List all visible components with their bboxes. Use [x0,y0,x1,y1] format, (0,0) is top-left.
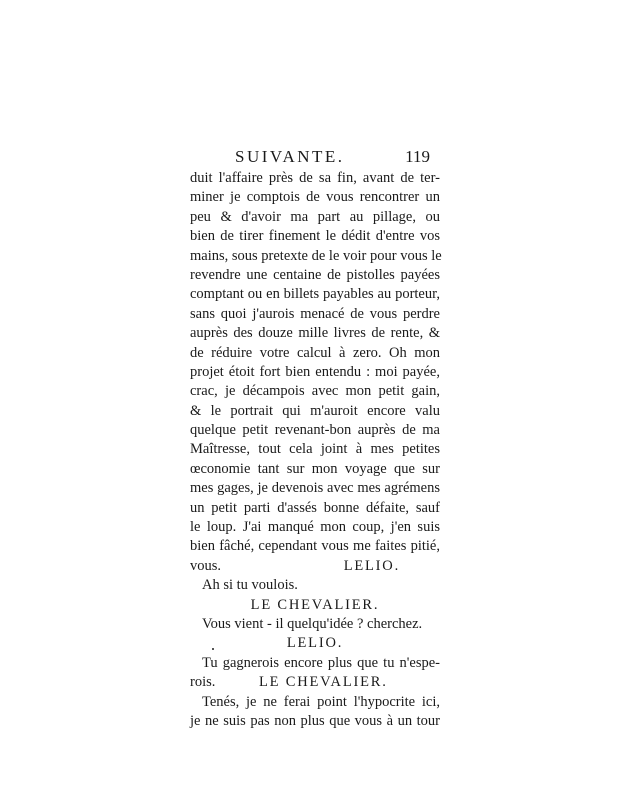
text-line: mes gages, je devenois avec mes agrémens [190,480,440,497]
dialogue-line: Tenés, je ne ferai point l'hypocrite ici, [202,693,440,710]
page-header [190,147,440,169]
text-line: duit l'affaire près de sa fin, avant de ter- [190,170,440,186]
text-line: peu & d'avoir ma part au pillage, ou [190,208,440,225]
dialogue-line: je ne suis pas non plus que vous à un tour [190,712,440,729]
speaker-name: LELIO. [286,635,344,652]
text-line: comptant ou en billets payables au porteur, [190,286,440,303]
text-line: revendre une centaine de pistolles payées [190,266,440,283]
text-line: projet étoit fort bien entendu : moi payée, [190,363,440,380]
page-number: 119 [405,147,430,166]
text-line: bien fâché, cependant vous me faites pitié, [190,538,440,555]
ink-speck [212,648,214,650]
speaker-name: LE CHEVALIER. [250,596,380,613]
body-text [190,169,440,731]
text-line: mains, sous pretexte de le voir pour vous le [190,247,442,264]
text-line: auprès des douze mille livres de rente, & [190,325,440,342]
text-line: & le portrait qui m'auroit encore valu [190,402,440,419]
text-line: Maîtresse, tout cela joint à mes petites [190,441,440,458]
dialogue-line: Ah si tu voulois. [202,577,298,594]
text-line: œconomie tant sur mon voyage que sur [190,460,440,477]
text-fragment: vous. [190,557,222,574]
text-line: de réduire votre calcul à zero. Oh mon [190,344,440,361]
text-line: le loup. J'ai manqué mon coup, j'en suis [190,519,440,536]
text-line: sans quoi j'aurois menacé de vous perdre [190,305,440,322]
text-line: crac, je décampois avec mon petit gain, [190,383,440,400]
dialogue-line: Vous vient - il quelqu'idée ? cherchez. [202,615,423,632]
running-title: SUIVANTE. [235,147,345,166]
text-line-with-speaker [190,673,440,692]
text-fragment: rois. [190,674,216,691]
dialogue-line: Tu gagnerois encore plus que tu n'espe- [202,654,440,671]
speaker-name: LE CHEVALIER. [259,674,388,691]
text-line-with-speaker [190,557,440,576]
text-line: miner je comptois de vous rencontrer un [190,189,440,206]
text-line: bien de tirer finement le dédit d'entre vos [190,228,440,245]
text-line: quelque petit revenant-bon auprès de ma [190,422,440,439]
text-line: un petit parti d'assés bonne défaite, sauf [190,499,440,516]
speaker-name: LELIO. [343,557,400,574]
